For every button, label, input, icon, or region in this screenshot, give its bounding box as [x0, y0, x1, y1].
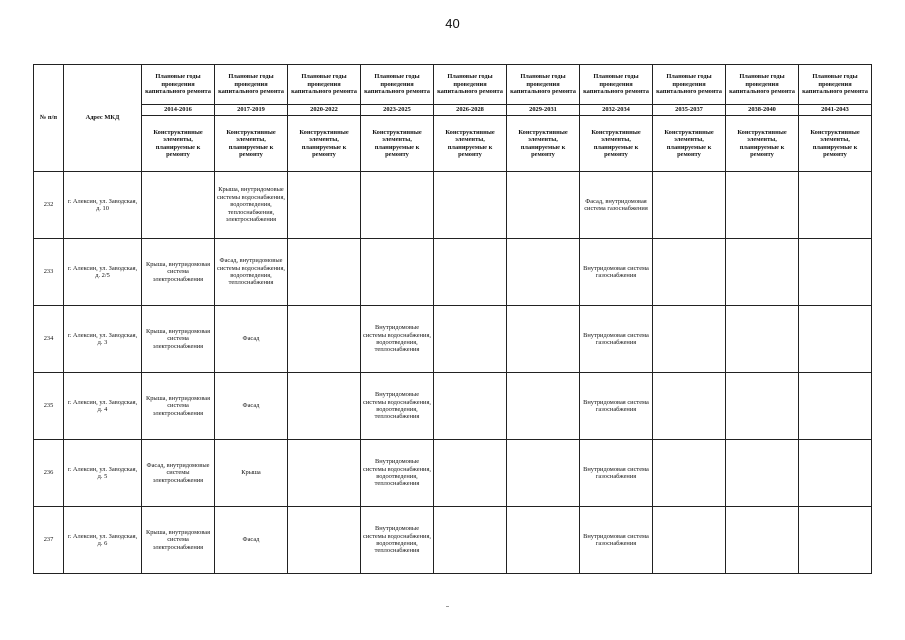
- row-cell: [726, 306, 799, 373]
- header-period: Плановые годы проведения капитального ремонта: [726, 65, 799, 105]
- row-cell: [288, 239, 361, 306]
- header-elements: Конструктивные элементы, планируемые к ремонту: [653, 116, 726, 172]
- page-number: 40: [445, 16, 460, 31]
- row-cell: Внутридомовая система газоснабжения: [580, 239, 653, 306]
- header-period: Плановые годы проведения капитального ремонта: [799, 65, 872, 105]
- row-address: г. Алексин, ул. Заводская, д. 6: [64, 507, 142, 574]
- header-period: Плановые годы проведения капитального ремонта: [215, 65, 288, 105]
- row-cell: Внутридомовые системы водоснабжения, водоотведения, теплоснабжения: [361, 306, 434, 373]
- header-elements: Конструктивные элементы, планируемые к ремонту: [215, 116, 288, 172]
- row-cell: Внутридомовая система газоснабжения: [580, 373, 653, 440]
- header-years: 2026-2028: [434, 105, 507, 116]
- row-cell: [288, 440, 361, 507]
- row-cell: [288, 373, 361, 440]
- header-years: 2041-2043: [799, 105, 872, 116]
- row-cell: [726, 507, 799, 574]
- row-cell: [726, 440, 799, 507]
- row-number: 236: [34, 440, 64, 507]
- row-cell: [361, 172, 434, 239]
- row-cell: [653, 373, 726, 440]
- row-cell: [653, 440, 726, 507]
- scan-mark: [446, 606, 449, 607]
- header-years: 2020-2022: [288, 105, 361, 116]
- row-number: 237: [34, 507, 64, 574]
- row-cell: [507, 239, 580, 306]
- row-cell: [434, 306, 507, 373]
- row-cell: Фасад, внутридомовая система газоснабжения: [580, 172, 653, 239]
- header-num: № п/п: [34, 65, 64, 172]
- row-cell: [799, 306, 872, 373]
- header-period: Плановые годы проведения капитального ремонта: [434, 65, 507, 105]
- row-address: г. Алексин, ул. Заводская, д. 5: [64, 440, 142, 507]
- header-period: Плановые годы проведения капитального ремонта: [580, 65, 653, 105]
- header-years: 2023-2025: [361, 105, 434, 116]
- header-years: 2038-2040: [726, 105, 799, 116]
- table-row: [34, 172, 872, 239]
- row-cell: Фасад, внутридомовые системы водоснабжения, водоотведения, теплоснабжения: [215, 239, 288, 306]
- header-period: Плановые годы проведения капитального ремонта: [361, 65, 434, 105]
- header-elements: Конструктивные элементы, планируемые к ремонту: [142, 116, 215, 172]
- row-cell: [507, 440, 580, 507]
- row-cell: [653, 306, 726, 373]
- row-cell: Фасад: [215, 373, 288, 440]
- row-cell: [434, 239, 507, 306]
- capital-repair-plan-table: [33, 64, 872, 574]
- header-period: Плановые годы проведения капитального ремонта: [142, 65, 215, 105]
- row-cell: Внутридомовая система газоснабжения: [580, 306, 653, 373]
- row-cell: [434, 440, 507, 507]
- table-row: [34, 239, 872, 306]
- row-cell: Крыша, внутридомовая система электроснабжения: [142, 239, 215, 306]
- row-address: г. Алексин, ул. Заводская, д. 4: [64, 373, 142, 440]
- row-cell: [434, 373, 507, 440]
- header-years: 2029-2031: [507, 105, 580, 116]
- row-address: г. Алексин, ул. Заводская, д. 10: [64, 172, 142, 239]
- row-cell: [361, 239, 434, 306]
- header-elements: Конструктивные элементы, планируемые к ремонту: [580, 116, 653, 172]
- row-number: 232: [34, 172, 64, 239]
- table-row: [34, 507, 872, 574]
- header-address: Адрес МКД: [64, 65, 142, 172]
- row-cell: Крыша, внутридомовая система электроснабжения: [142, 306, 215, 373]
- row-cell: [799, 507, 872, 574]
- row-cell: Внутридомовая система газоснабжения: [580, 507, 653, 574]
- table-header: [34, 65, 872, 172]
- table-row: [34, 440, 872, 507]
- row-cell: [434, 172, 507, 239]
- row-number: 235: [34, 373, 64, 440]
- row-cell: [653, 239, 726, 306]
- header-elements: Конструктивные элементы, планируемые к ремонту: [799, 116, 872, 172]
- row-cell: [799, 373, 872, 440]
- row-cell: [799, 239, 872, 306]
- row-cell: [653, 507, 726, 574]
- row-cell: [434, 507, 507, 574]
- header-years: 2035-2037: [653, 105, 726, 116]
- header-years: 2017-2019: [215, 105, 288, 116]
- row-cell: [288, 507, 361, 574]
- row-cell: [726, 172, 799, 239]
- row-address: г. Алексин, ул. Заводская, д. 2/5: [64, 239, 142, 306]
- row-cell: [288, 306, 361, 373]
- header-years: 2014-2016: [142, 105, 215, 116]
- row-cell: [653, 172, 726, 239]
- row-cell: Крыша, внутридомовая система электроснабжения: [142, 507, 215, 574]
- row-cell: Фасад, внутридомовые системы электроснабжения: [142, 440, 215, 507]
- row-number: 234: [34, 306, 64, 373]
- row-cell: Крыша: [215, 440, 288, 507]
- header-period: Плановые годы проведения капитального ремонта: [288, 65, 361, 105]
- row-cell: [507, 306, 580, 373]
- header-period: Плановые годы проведения капитального ремонта: [653, 65, 726, 105]
- row-cell: Крыша, внутридомовые системы водоснабжения, водоотведения, теплоснабжения, электроснабжения: [215, 172, 288, 239]
- row-cell: Внутридомовая система газоснабжения: [580, 440, 653, 507]
- header-elements: Конструктивные элементы, планируемые к ремонту: [434, 116, 507, 172]
- row-cell: Внутридомовые системы водоснабжения, водоотведения, теплоснабжения: [361, 507, 434, 574]
- row-cell: [726, 373, 799, 440]
- row-cell: Фасад: [215, 507, 288, 574]
- table-row: [34, 306, 872, 373]
- row-cell: [142, 172, 215, 239]
- row-address: г. Алексин, ул. Заводская, д. 3: [64, 306, 142, 373]
- row-cell: Фасад: [215, 306, 288, 373]
- table-body: [34, 172, 872, 574]
- header-period: Плановые годы проведения капитального ремонта: [507, 65, 580, 105]
- header-elements: Конструктивные элементы, планируемые к ремонту: [507, 116, 580, 172]
- row-cell: Внутридомовые системы водоснабжения, водоотведения, теплоснабжения: [361, 440, 434, 507]
- table-row: [34, 373, 872, 440]
- row-cell: [507, 373, 580, 440]
- row-cell: [507, 172, 580, 239]
- row-cell: Внутридомовые системы водоснабжения, водоотведения, теплоснабжения: [361, 373, 434, 440]
- header-elements: Конструктивные элементы, планируемые к ремонту: [726, 116, 799, 172]
- header-years: 2032-2034: [580, 105, 653, 116]
- row-cell: [288, 172, 361, 239]
- header-elements: Конструктивные элементы, планируемые к ремонту: [361, 116, 434, 172]
- row-cell: Крыша, внутридомовая система электроснабжения: [142, 373, 215, 440]
- row-cell: [799, 440, 872, 507]
- row-cell: [507, 507, 580, 574]
- row-cell: [799, 172, 872, 239]
- row-cell: [726, 239, 799, 306]
- row-number: 233: [34, 239, 64, 306]
- header-elements: Конструктивные элементы, планируемые к ремонту: [288, 116, 361, 172]
